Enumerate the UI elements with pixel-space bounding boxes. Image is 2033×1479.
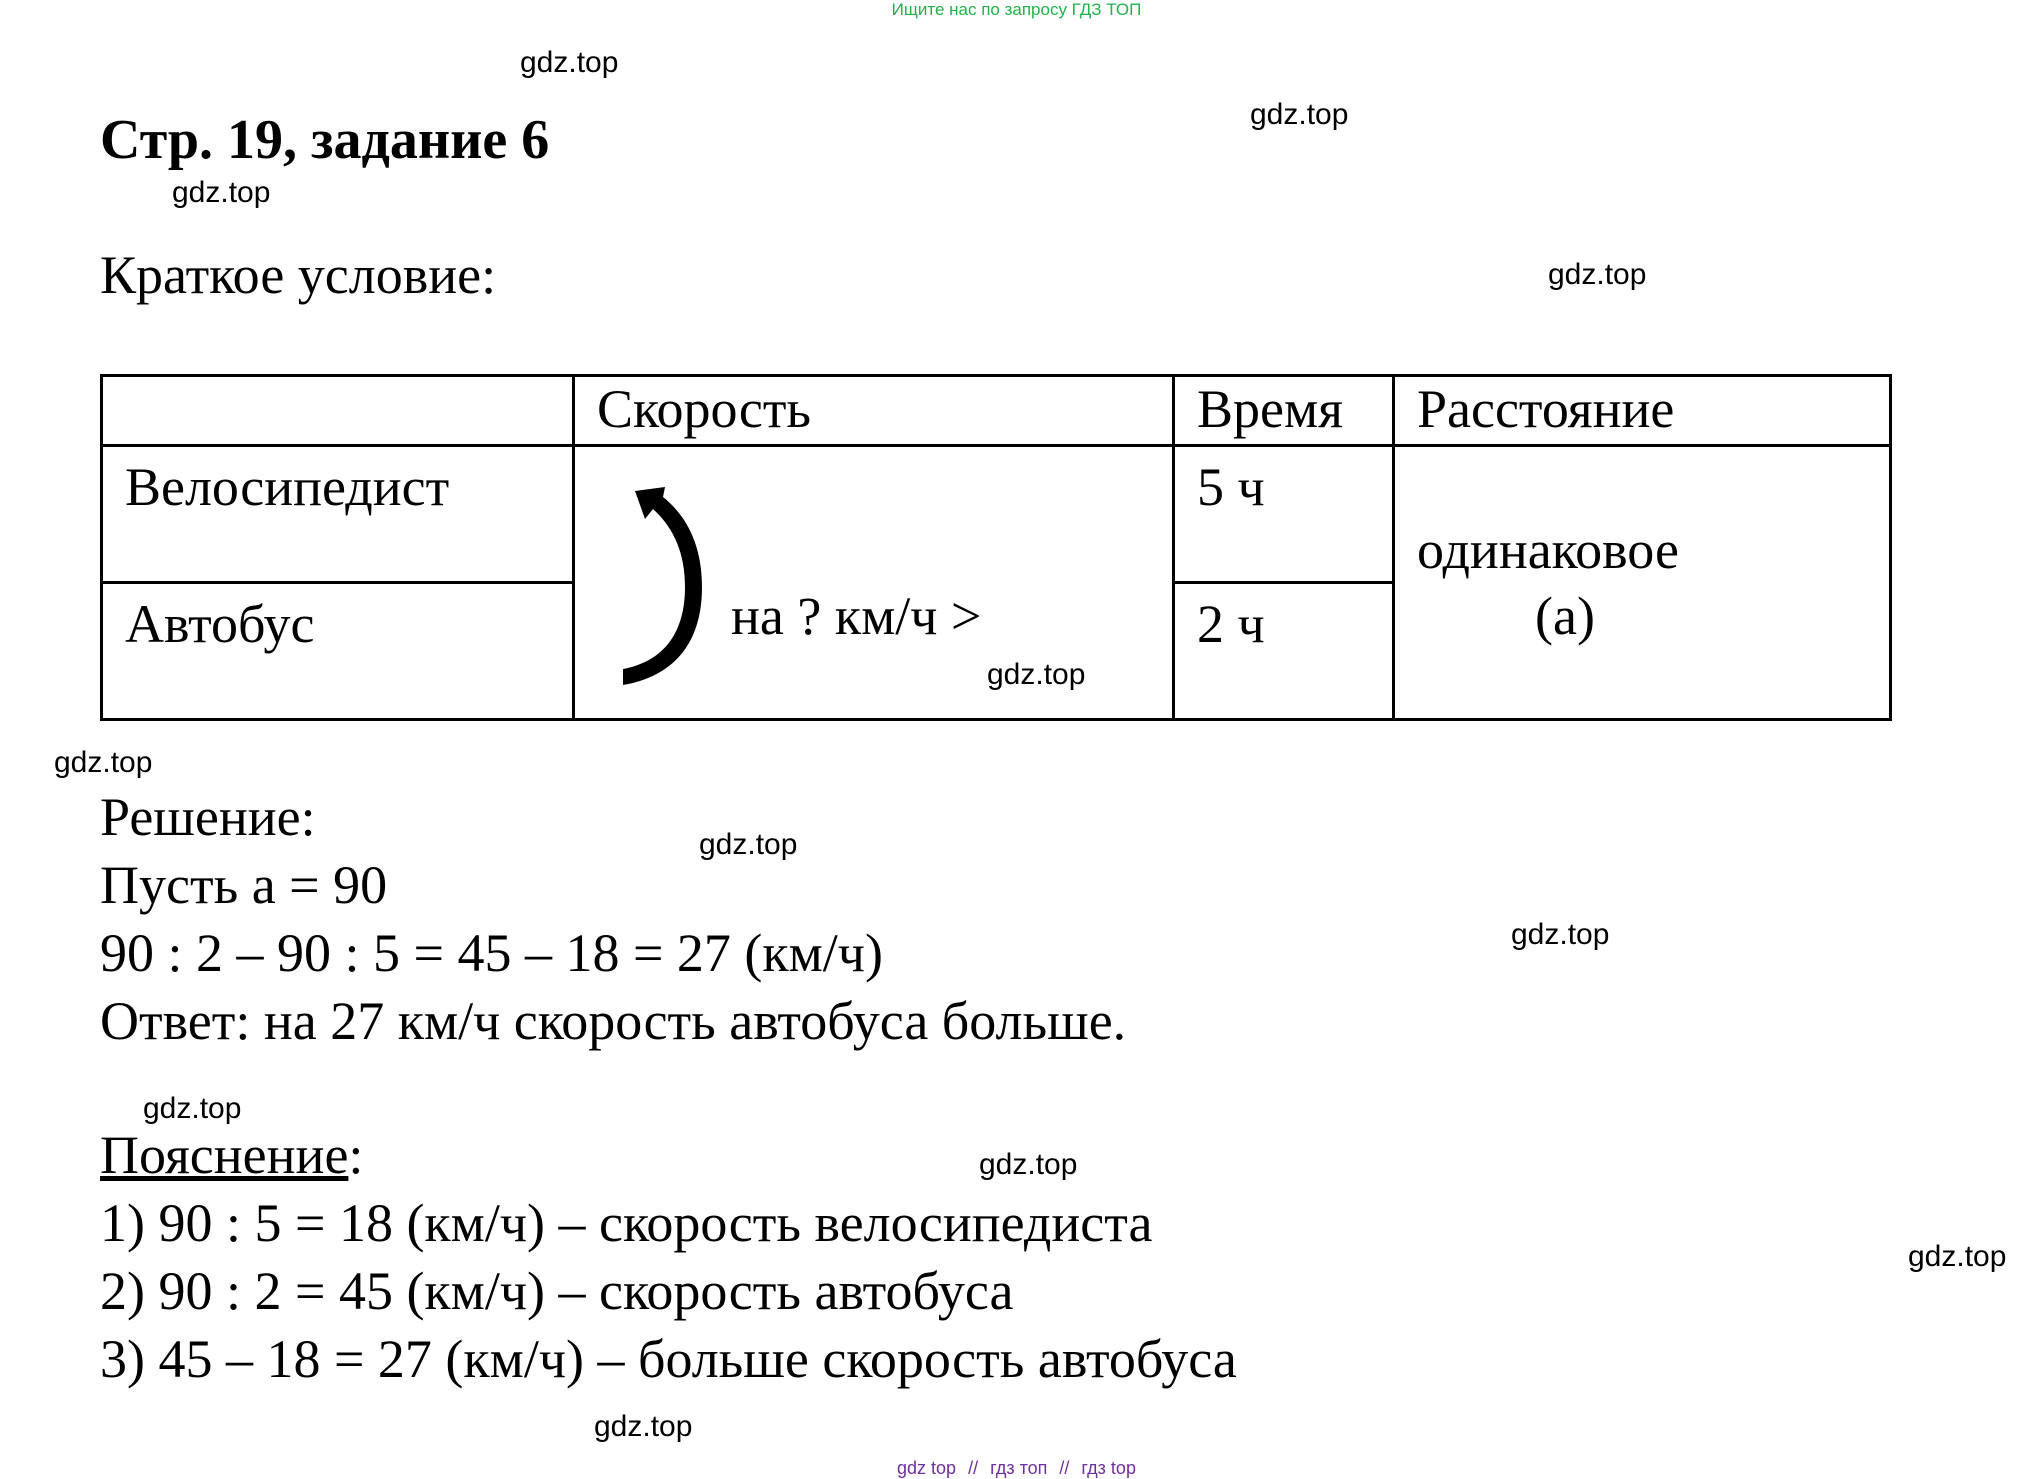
row-time-cell: 5 ч xyxy=(1174,446,1394,583)
watermark: gdz.top xyxy=(1250,98,1349,131)
row-name-cell: Велосипедист xyxy=(102,446,574,583)
row-name-cell: Автобус xyxy=(102,583,574,720)
watermark: gdz.top xyxy=(1908,1240,2007,1273)
header-cell-empty xyxy=(102,376,574,446)
explanation-label-colon: : xyxy=(348,1125,364,1185)
footer-separator: // xyxy=(1059,1458,1070,1478)
watermark: gdz.top xyxy=(143,1092,242,1125)
footer-separator: // xyxy=(968,1458,979,1478)
watermark: gdz.top xyxy=(594,1410,693,1443)
comparison-arrow-icon xyxy=(575,447,1172,721)
watermark: gdz.top xyxy=(520,46,619,79)
speed-difference-note: на ? км/ч > xyxy=(731,586,982,646)
answer-line: Ответ: на 27 км/ч скорость автобуса больше. xyxy=(100,991,1127,1051)
watermark: gdz.top xyxy=(1511,918,1610,951)
page-title: Стр. 19, задание 6 xyxy=(100,109,550,171)
solution-line: 90 : 2 – 90 : 5 = 45 – 18 = 27 (км/ч) xyxy=(100,923,883,983)
condition-label: Краткое условие: xyxy=(100,245,497,305)
row-time-cell: 2 ч xyxy=(1174,583,1394,720)
watermark: gdz.top xyxy=(987,658,1086,691)
watermark: gdz.top xyxy=(699,828,798,861)
table-row xyxy=(102,446,1891,583)
explanation-line: 3) 45 – 18 = 27 (км/ч) – больше скорость автобуса xyxy=(100,1329,1237,1389)
explanation-label-text: Пояснение xyxy=(100,1125,349,1185)
watermark: gdz.top xyxy=(172,176,271,209)
top-banner: Ищите нас по запросу ГДЗ ТОП xyxy=(891,0,1142,19)
distance-value: одинаковое xyxy=(1417,520,1679,580)
condition-table xyxy=(100,374,1892,721)
distance-merged-cell xyxy=(1394,446,1891,720)
solution-line: Пусть а = 90 xyxy=(100,855,388,915)
footer-link[interactable]: гдз top xyxy=(1081,1458,1136,1478)
solution-label: Решение: xyxy=(100,787,316,847)
watermark: gdz.top xyxy=(979,1148,1078,1181)
footer-link[interactable]: гдз топ xyxy=(990,1458,1048,1478)
explanation-line: 1) 90 : 5 = 18 (км/ч) – скорость велосипедиста xyxy=(100,1193,1153,1253)
table-header-row xyxy=(102,376,1891,446)
explanation-label xyxy=(100,1124,363,1186)
watermark: gdz.top xyxy=(1548,258,1647,291)
footer-link[interactable]: gdz top xyxy=(897,1458,957,1478)
watermark: gdz.top xyxy=(54,746,153,779)
explanation-line: 2) 90 : 2 = 45 (км/ч) – скорость автобуса xyxy=(100,1261,1014,1321)
speed-merged-cell xyxy=(574,446,1174,720)
header-cell-time: Время xyxy=(1174,376,1394,446)
distance-variable: (а) xyxy=(1535,586,1595,646)
footer-links xyxy=(0,1458,2033,1479)
header-cell-distance: Расстояние xyxy=(1394,376,1891,446)
header-cell-speed: Скорость xyxy=(574,376,1174,446)
